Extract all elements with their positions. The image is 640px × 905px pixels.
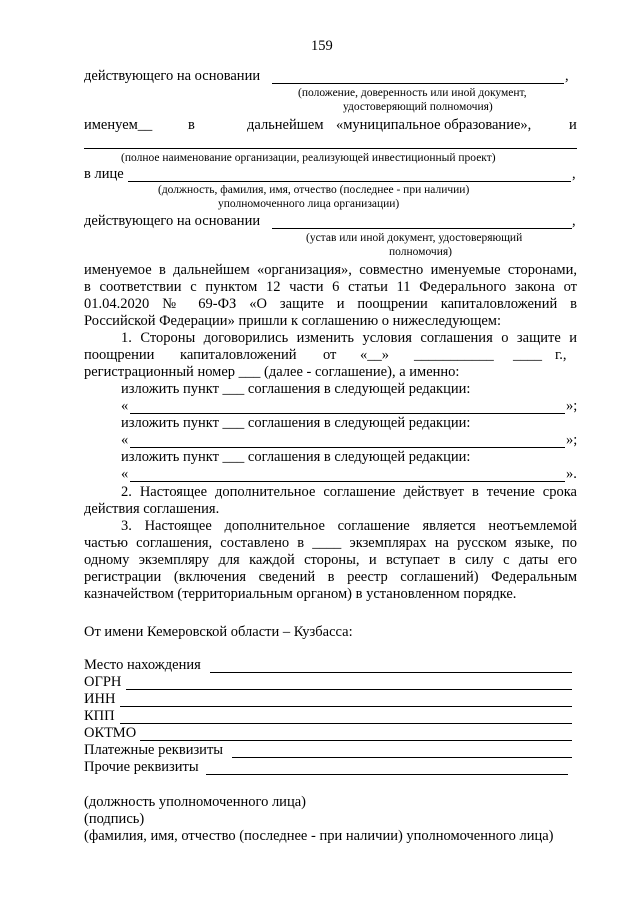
clause2-line-2: действия соглашения. — [84, 501, 220, 517]
clause1-word-2: капиталовложений — [180, 347, 297, 363]
named-word-3: дальнейшем — [247, 117, 324, 133]
org-name-caption: (полное наименование организации, реализующей инвестиционный проект) — [121, 152, 496, 164]
named-word-2: в — [188, 117, 195, 133]
basis2-blank-line — [272, 228, 572, 229]
edit-item-1-open-quote: « — [121, 398, 129, 414]
signature-heading: От имени Кемеровской области – Кузбасса: — [84, 624, 353, 640]
basis-comma: , — [565, 68, 569, 84]
clause1-word-3: от — [323, 347, 337, 363]
preamble-line-1: именуемое в дальнейшем «организация», совместно именуемые сторонами, — [84, 262, 577, 278]
clause2-line-1: 2. Настоящее дополнительное соглашение действует в течение срока — [121, 484, 577, 500]
preamble-line-2: в соответствии с пунктом 12 части 6 статьи 11 Федерального закона от — [84, 279, 577, 295]
named-word-1: именуем__ — [84, 117, 153, 133]
field-oktmo-label: ОКТМО — [84, 725, 137, 741]
edit-item-3-open-quote: « — [121, 466, 129, 482]
field-payment-line — [232, 757, 572, 758]
person-label: в лице — [84, 166, 124, 182]
preamble-line-4: Российской Федерации» пришли к соглашению о нижеследующем: — [84, 313, 502, 329]
basis2-label: действующего на основании — [84, 213, 261, 229]
org-name-blank-line — [84, 148, 577, 149]
named-word-5: и — [569, 117, 577, 133]
edit-item-2-close-quote: »; — [566, 432, 578, 448]
field-ogrn-line — [126, 689, 572, 690]
edit-item-3-label: изложить пункт ___ соглашения в следующей редакции: — [121, 449, 471, 465]
edit-item-2-blank-line — [130, 447, 565, 448]
basis2-comma: , — [572, 213, 576, 229]
person-comma: , — [572, 166, 576, 182]
person-caption-line2: уполномоченного лица организации) — [218, 198, 400, 210]
edit-item-1-blank-line — [130, 413, 565, 414]
edit-item-1-close-quote: »; — [566, 398, 578, 414]
edit-item-3-blank-line — [130, 481, 565, 482]
field-location-label: Место нахождения — [84, 657, 201, 673]
clause1-word-1: поощрении — [84, 347, 155, 363]
preamble-line-3: 01.04.2020 № 69-ФЗ «О защите и поощрении капиталовложений в — [84, 296, 577, 312]
clause1-word-6: ____ — [513, 347, 542, 363]
signatory-full-name: (фамилия, имя, отчество (последнее - при наличии) уполномоченного лица) — [84, 828, 554, 844]
person-caption-line1: (должность, фамилия, имя, отчество (последнее - при наличии) — [158, 184, 470, 196]
basis2-caption-line1: (устав или иной документ, удостоверяющий — [306, 232, 523, 244]
page-number: 159 — [311, 38, 333, 54]
field-kpp-label: КПП — [84, 708, 115, 724]
edit-item-2-label: изложить пункт ___ соглашения в следующей редакции: — [121, 415, 471, 431]
basis-blank-line — [272, 83, 564, 84]
clause1-word-7: г., — [555, 347, 567, 363]
basis-caption-line1: (положение, доверенность или иной документ, — [298, 87, 527, 99]
edit-item-3-close-quote: ». — [566, 466, 577, 482]
clause3-line-2: частью соглашения, составлено в ____ экземплярах на русском языке, по — [84, 535, 577, 551]
person-blank-line — [128, 181, 571, 182]
clause3-line-1: 3. Настоящее дополнительное соглашение является неотъемлемой — [121, 518, 577, 534]
field-other-line — [206, 774, 568, 775]
field-location-line — [210, 672, 572, 673]
field-kpp-line — [120, 723, 572, 724]
edit-item-2-open-quote: « — [121, 432, 129, 448]
clause3-line-4: регистрации (включения сведений в реестр соглашений) Федеральным — [84, 569, 577, 585]
edit-item-1-label: изложить пункт ___ соглашения в следующей редакции: — [121, 381, 471, 397]
basis2-caption-line2: полномочия) — [389, 246, 452, 258]
basis-caption-line2: удостоверяющий полномочия) — [343, 101, 493, 113]
field-inn-line — [120, 706, 572, 707]
field-payment-label: Платежные реквизиты — [84, 742, 224, 758]
clause1-word-4: «__» — [360, 347, 389, 363]
field-oktmo-line — [140, 740, 572, 741]
clause3-line-5: казначейством (территориальным органом) в установленном порядке. — [84, 586, 517, 602]
signatory-signature: (подпись) — [84, 811, 145, 827]
named-word-4: «муниципальное образование», — [336, 117, 532, 133]
signatory-position: (должность уполномоченного лица) — [84, 794, 306, 810]
field-inn-label: ИНН — [84, 691, 116, 707]
clause1-word-5: ___________ — [414, 347, 494, 363]
clause1-line-1: 1. Стороны договорились изменить условия соглашения о защите и — [121, 330, 577, 346]
basis-label: действующего на основании — [84, 68, 261, 84]
clause1-line-3: регистрационный номер ___ (далее - соглашение), а именно: — [84, 364, 460, 380]
field-other-label: Прочие реквизиты — [84, 759, 199, 775]
field-ogrn-label: ОГРН — [84, 674, 122, 690]
clause3-line-3: одному экземпляру для каждой стороны, и вступает в силу с даты его — [84, 552, 577, 568]
